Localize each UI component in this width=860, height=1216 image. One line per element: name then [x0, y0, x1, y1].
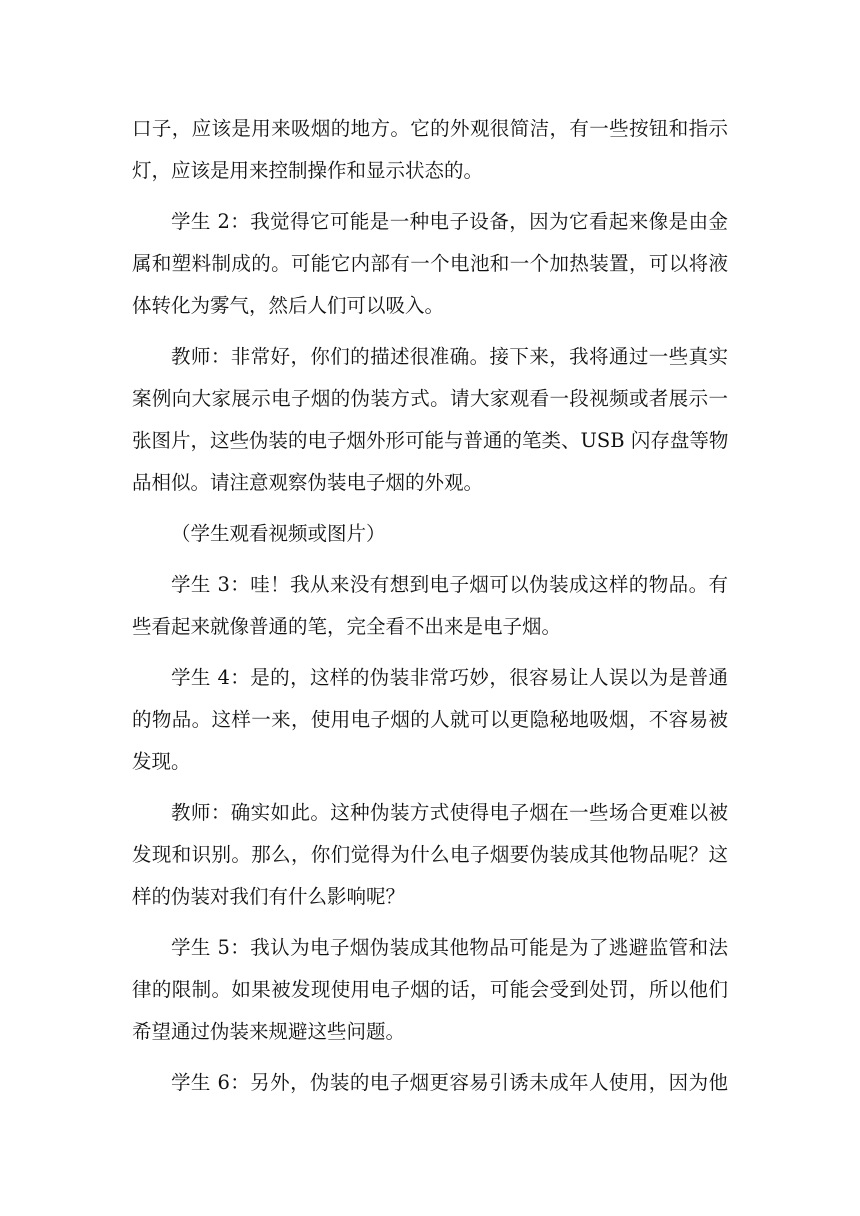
text-line: 发现和识别。那么，你们觉得为什么电子烟要伪装成其他物品呢？这 [132, 843, 728, 866]
text-line: 教师：非常好，你们的描述很准确。接下来，我将通过一些真实 [171, 345, 728, 368]
paragraph [132, 336, 728, 504]
text-line: 律的限制。如果被发现使用电子烟的话，可能会受到处罚，所以他们 [132, 978, 728, 1001]
text-line: 张图片，这些伪装的电子烟外形可能与普通的笔类、USB 闪存盘等物 [132, 429, 729, 452]
text-line: 学生 6：另外，伪装的电子烟更容易引诱未成年人使用，因为他 [171, 1071, 728, 1094]
text-line: 教师：确实如此。这种伪装方式使得电子烟在一些场合更难以被 [171, 801, 728, 824]
text-line: 发现。 [132, 750, 191, 773]
text-line: 体转化为雾气，然后人们可以吸入。 [132, 294, 445, 317]
paragraph [132, 657, 728, 783]
text-line: 属和塑料制成的。可能它内部有一个电池和一个加热装置，可以将液 [132, 252, 728, 275]
document-body [132, 108, 728, 1113]
text-line: 学生 3：哇！我从来没有想到电子烟可以伪装成这样的物品。有 [171, 573, 728, 596]
text-line: 案例向大家展示电子烟的伪装方式。请大家观看一段视频或者展示一 [132, 387, 728, 410]
text-line: （学生观看视频或图片） [171, 522, 386, 545]
paragraph [132, 201, 728, 327]
paragraph [132, 108, 728, 192]
text-line: 品相似。请注意观察伪装电子烟的外观。 [132, 471, 484, 494]
text-line: 口子，应该是用来吸烟的地方。它的外观很简洁，有一些按钮和指示 [132, 117, 728, 140]
text-line: 希望通过伪装来规避这些问题。 [132, 1020, 406, 1043]
paragraph [132, 513, 728, 555]
text-line: 学生 5：我认为电子烟伪装成其他物品可能是为了逃避监管和法 [171, 936, 728, 959]
paragraph [132, 564, 728, 648]
text-line: 些看起来就像普通的笔，完全看不出来是电子烟。 [132, 615, 562, 638]
text-line: 学生 4：是的，这样的伪装非常巧妙，很容易让人误以为是普通 [171, 666, 728, 689]
text-line: 样的伪装对我们有什么影响呢？ [132, 885, 406, 908]
paragraph [132, 792, 728, 918]
text-line: 灯，应该是用来控制操作和显示状态的。 [132, 159, 484, 182]
paragraph [132, 927, 728, 1053]
paragraph [132, 1062, 728, 1104]
text-line: 学生 2：我觉得它可能是一种电子设备，因为它看起来像是由金 [171, 210, 728, 233]
text-line: 的物品。这样一来，使用电子烟的人就可以更隐秘地吸烟，不容易被 [132, 708, 728, 731]
